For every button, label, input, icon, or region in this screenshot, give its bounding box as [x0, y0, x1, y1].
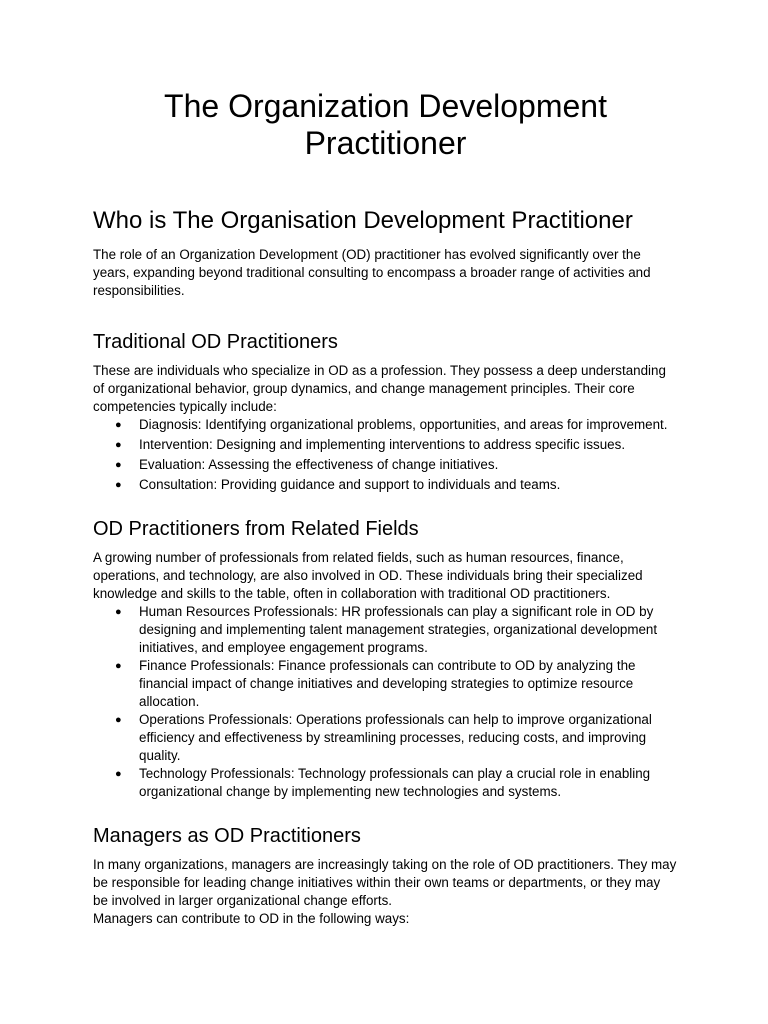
- bullet-icon: ●: [115, 439, 122, 451]
- list-item: [115, 765, 678, 801]
- section-intro-managers: In many organizations, managers are increasingly taking on the role of OD practitioners. They may be responsible for leading change initiatives within their own teams or departments, or they may be involved in larger organizational change efforts.: [93, 857, 677, 908]
- list-item: [115, 657, 678, 711]
- list-item: [115, 711, 678, 765]
- bullet-icon: ●: [115, 714, 122, 726]
- section-line-managers: Managers can contribute to OD in the following ways:: [93, 911, 410, 926]
- list-item: [115, 456, 678, 474]
- list-item: [115, 436, 678, 454]
- bullet-icon: ●: [115, 419, 122, 431]
- list-item-text: Technology Professionals: Technology professionals can play a crucial role in enabling organizational change by implementing new technologies and systems.: [139, 766, 651, 799]
- list-item-text: Finance Professionals: Finance professionals can contribute to OD by analyzing the financial impact of change initiatives and developing strategies to optimize resource allocation.: [139, 658, 636, 709]
- section-heading-traditional: Traditional OD Practitioners: [93, 331, 338, 353]
- section-intro-related-fields: A growing number of professionals from related fields, such as human resources, finance, operations, and technology, are also involved in OD. These individuals bring their specialized knowledge and skills to the table, often in collaboration with traditional OD practitioners.: [93, 550, 643, 601]
- list-item: [115, 603, 678, 657]
- list-item-text: Evaluation: Assessing the effectiveness of change initiatives.: [139, 457, 499, 472]
- bullet-icon: ●: [115, 768, 122, 780]
- section-heading-who-is: Who is The Organisation Development Practitioner: [93, 207, 633, 234]
- section-intro-who-is: The role of an Organization Development (OD) practitioner has evolved significantly over the years, expanding beyond traditional consulting to encompass a broader range of activities and responsibilities.: [93, 247, 651, 298]
- bullet-icon: ●: [115, 479, 122, 491]
- section-heading-related-fields: OD Practitioners from Related Fields: [93, 518, 419, 540]
- list-item-text: Operations Professionals: Operations professionals can help to improve organizational efficiency and effectiveness by streamlining processes, reducing costs, and improving quality.: [139, 712, 652, 763]
- bullet-icon: ●: [115, 660, 122, 672]
- section-heading-managers: Managers as OD Practitioners: [93, 825, 361, 847]
- traditional-competencies-list: [93, 416, 678, 494]
- list-item-text: Human Resources Professionals: HR professionals can play a significant role in OD by designing and implementing talent management strategies, organizational development initiatives, and employee engagement programs.: [139, 604, 658, 655]
- list-item-text: Consultation: Providing guidance and support to individuals and teams.: [139, 477, 561, 492]
- document-title: The Organization Development Practitioner: [164, 88, 607, 161]
- related-fields-list: [93, 603, 678, 801]
- bullet-icon: ●: [115, 459, 122, 471]
- section-intro-traditional: These are individuals who specialize in OD as a profession. They possess a deep understanding of organizational behavior, group dynamics, and change management principles. Their core competencies typically include:: [93, 363, 666, 414]
- list-item-text: Intervention: Designing and implementing interventions to address specific issues.: [139, 437, 626, 452]
- list-item-text: Diagnosis: Identifying organizational problems, opportunities, and areas for improvement.: [139, 417, 668, 432]
- bullet-icon: ●: [115, 606, 122, 618]
- list-item: [115, 416, 678, 434]
- list-item: [115, 476, 678, 494]
